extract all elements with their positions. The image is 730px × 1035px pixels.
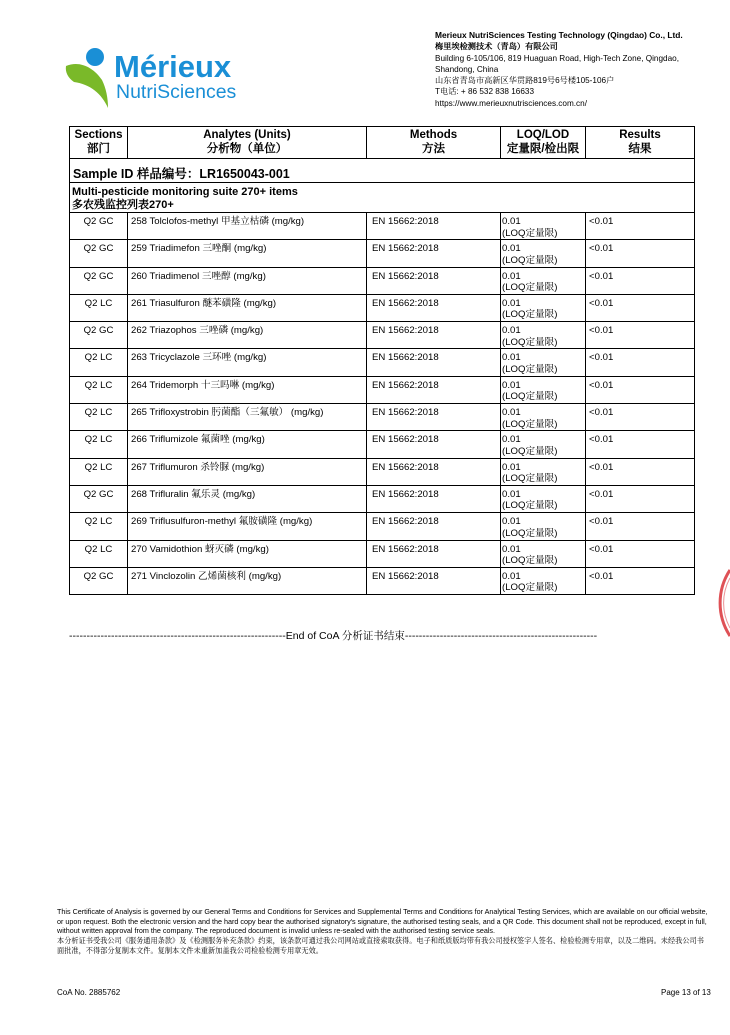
seal-fragment [712, 568, 730, 638]
company-phone: T电话: + 86 532 838 16633 [435, 87, 535, 97]
footer-terms-cn: 本分析证书受我公司《服务通用条款》及《检测服务补充条款》约束，该条款可通过我公司网站或直接索取获得。电子和纸质版均带有我公司授权签字人签名、检验检测专用章，以及二维码。未经我公司书面批准，不得部分复制本文件。复制本文件未重新加盖我公司检验检测专用章无效。 [57, 936, 704, 955]
loq-note: (LOQ定量限) [502, 582, 558, 594]
cell-loq [501, 404, 586, 431]
cell-loq [501, 540, 586, 567]
cell-method: EN 15662:2018 [367, 513, 501, 540]
table-header-row [70, 127, 695, 159]
sample-id: Sample ID 样品编号：LR1650043-001 [70, 159, 695, 183]
cell-result: <0.01 [586, 376, 695, 403]
cell-result: <0.01 [586, 567, 695, 594]
table-row [70, 431, 695, 458]
company-address-cn: 山东省青岛市高新区华贯路819号6号楼105-106户 [435, 76, 615, 86]
loq-note: (LOQ定量限) [502, 473, 558, 485]
header-methods: Methods 方法 [367, 127, 501, 159]
cell-result: <0.01 [586, 322, 695, 349]
table-row [70, 240, 695, 267]
cell-loq [501, 322, 586, 349]
cell-section: Q2 LC [70, 404, 128, 431]
cell-analyte: 264 Tridemorph 十三吗啉 (mg/kg) [128, 376, 367, 403]
loq-note: (LOQ定量限) [502, 336, 558, 348]
cell-section: Q2 LC [70, 349, 128, 376]
cell-loq [501, 567, 586, 594]
company-address-line1: Building 6-105/106, 819 Huaguan Road, High-Tech Zone, Qingdao, [435, 53, 679, 63]
loq-note: (LOQ定量限) [502, 227, 558, 239]
cell-loq [501, 240, 586, 267]
cell-loq [501, 431, 586, 458]
loq-note: (LOQ定量限) [502, 555, 558, 567]
cell-loq [501, 376, 586, 403]
header-analytes: Analytes (Units) 分析物（单位） [128, 127, 367, 159]
table-row [70, 485, 695, 512]
suite-row [70, 183, 695, 213]
table-row [70, 376, 695, 403]
table-row [70, 567, 695, 594]
cell-section: Q2 GC [70, 567, 128, 594]
header-sections: Sections 部门 [70, 127, 128, 159]
sample-id-row [70, 159, 695, 183]
cell-loq [501, 349, 586, 376]
cell-method: EN 15662:2018 [367, 349, 501, 376]
cell-result: <0.01 [586, 240, 695, 267]
logo-leaf-mark [66, 64, 108, 108]
footer-terms [57, 907, 709, 956]
company-address-line2: Shandong, China [435, 64, 499, 74]
loq-value: 0.01 [502, 407, 521, 419]
loq-value: 0.01 [502, 243, 521, 255]
cell-method: EN 15662:2018 [367, 485, 501, 512]
cell-analyte: 261 Triasulfuron 醚苯磺隆 (mg/kg) [128, 294, 367, 321]
loq-note: (LOQ定量限) [502, 445, 558, 457]
cell-analyte: 260 Triadimenol 三唑醇 (mg/kg) [128, 267, 367, 294]
cell-analyte: 269 Triflusulfuron-methyl 氟胺磺隆 (mg/kg) [128, 513, 367, 540]
loq-value: 0.01 [502, 543, 521, 555]
cell-section: Q2 GC [70, 267, 128, 294]
loq-note: (LOQ定量限) [502, 282, 558, 294]
loq-note: (LOQ定量限) [502, 309, 558, 321]
results-table [69, 126, 695, 595]
cell-analyte: 265 Trifloxystrobin 肟菌酯（三氟敏） (mg/kg) [128, 404, 367, 431]
loq-value: 0.01 [502, 325, 521, 337]
cell-analyte: 259 Triadimefon 三唑酮 (mg/kg) [128, 240, 367, 267]
table-row [70, 404, 695, 431]
loq-value: 0.01 [502, 434, 521, 446]
cell-section: Q2 LC [70, 376, 128, 403]
cell-method: EN 15662:2018 [367, 322, 501, 349]
cell-analyte: 258 Tolclofos-methyl 甲基立枯磷 (mg/kg) [128, 213, 367, 240]
cell-analyte: 266 Triflumizole 氟菌唑 (mg/kg) [128, 431, 367, 458]
cell-section: Q2 GC [70, 485, 128, 512]
loq-note: (LOQ定量限) [502, 418, 558, 430]
cell-result: <0.01 [586, 513, 695, 540]
table-row [70, 322, 695, 349]
loq-value: 0.01 [502, 270, 521, 282]
cell-result: <0.01 [586, 267, 695, 294]
cell-method: EN 15662:2018 [367, 567, 501, 594]
company-name-en: Merieux NutriSciences Testing Technology (Qingdao) Co., Ltd. [435, 30, 683, 40]
cell-analyte: 271 Vinclozolin 乙烯菌核利 (mg/kg) [128, 567, 367, 594]
loq-value: 0.01 [502, 352, 521, 364]
cell-method: EN 15662:2018 [367, 458, 501, 485]
cell-method: EN 15662:2018 [367, 376, 501, 403]
cell-section: Q2 GC [70, 213, 128, 240]
cell-section: Q2 LC [70, 431, 128, 458]
cell-method: EN 15662:2018 [367, 240, 501, 267]
logo-wordmark-line1: Mérieux [114, 49, 232, 84]
cell-result: <0.01 [586, 431, 695, 458]
cell-section: Q2 LC [70, 294, 128, 321]
cell-method: EN 15662:2018 [367, 267, 501, 294]
cell-section: Q2 LC [70, 540, 128, 567]
cell-method: EN 15662:2018 [367, 213, 501, 240]
cell-result: <0.01 [586, 458, 695, 485]
table-row [70, 513, 695, 540]
logo-dot-mark [86, 48, 104, 66]
cell-analyte: 262 Triazophos 三唑磷 (mg/kg) [128, 322, 367, 349]
page-number: Page 13 of 13 [661, 988, 711, 997]
cell-section: Q2 GC [70, 322, 128, 349]
loq-value: 0.01 [502, 488, 521, 500]
cell-loq [501, 458, 586, 485]
cell-loq [501, 267, 586, 294]
cell-analyte: 263 Tricyclazole 三环唑 (mg/kg) [128, 349, 367, 376]
cell-loq [501, 485, 586, 512]
cell-section: Q2 LC [70, 458, 128, 485]
header-loq: LOQ/LOD 定量限/检出限 [501, 127, 586, 159]
cell-loq [501, 513, 586, 540]
end-of-coa-line: --------------------------------------------------------------End of CoA 分析证书结束------------------------------------------------------- [69, 630, 598, 642]
cell-method: EN 15662:2018 [367, 540, 501, 567]
table-row [70, 267, 695, 294]
loq-note: (LOQ定量限) [502, 363, 558, 375]
suite-title [70, 183, 695, 213]
cell-result: <0.01 [586, 294, 695, 321]
cell-result: <0.01 [586, 404, 695, 431]
suite-title-cn: 多农残监控列表270+ [72, 198, 174, 211]
cell-result: <0.01 [586, 540, 695, 567]
loq-value: 0.01 [502, 216, 521, 227]
company-address-block [435, 30, 725, 109]
cell-analyte: 267 Triflumuron 杀铃脲 (mg/kg) [128, 458, 367, 485]
cell-result: <0.01 [586, 485, 695, 512]
footer-terms-en: This Certificate of Analysis is governed by our General Terms and Conditions for Services and Supplemental Terms and Conditions for Analytical Testing Services, which are available on our official website, or upon request. Both the electronic version and the hard copy bear the authorised signatory's signature, the authorised testing seals, and a QR Code. This document shall not be reproduced, except in full, without written approval from the company. The reproduced document is invalid unless re-sealed with the authorised testing service seals. [57, 907, 708, 936]
cell-section: Q2 GC [70, 240, 128, 267]
cell-method: EN 15662:2018 [367, 404, 501, 431]
cell-loq [501, 294, 586, 321]
header-results: Results 结果 [586, 127, 695, 159]
table-row [70, 458, 695, 485]
cell-method: EN 15662:2018 [367, 431, 501, 458]
loq-note: (LOQ定量限) [502, 500, 558, 512]
company-logo [64, 42, 254, 108]
loq-value: 0.01 [502, 570, 521, 582]
coa-number: CoA No. 2885762 [57, 988, 121, 997]
cell-section: Q2 LC [70, 513, 128, 540]
cell-analyte: 268 Trifluralin 氟乐灵 (mg/kg) [128, 485, 367, 512]
cell-loq [501, 213, 586, 240]
table-row [70, 540, 695, 567]
cell-analyte: 270 Vamidothion 蚜灭磷 (mg/kg) [128, 540, 367, 567]
loq-value: 0.01 [502, 461, 521, 473]
loq-note: (LOQ定量限) [502, 254, 558, 266]
loq-note: (LOQ定量限) [502, 391, 558, 403]
cell-result: <0.01 [586, 349, 695, 376]
table-row [70, 294, 695, 321]
loq-value: 0.01 [502, 379, 521, 391]
company-website: https://www.merieuxnutrisciences.com.cn/ [435, 98, 587, 108]
table-row [70, 213, 695, 240]
cell-method: EN 15662:2018 [367, 294, 501, 321]
logo-wordmark-line2: NutriSciences [116, 81, 237, 103]
table-row [70, 349, 695, 376]
loq-value: 0.01 [502, 516, 521, 528]
loq-value: 0.01 [502, 297, 521, 309]
loq-note: (LOQ定量限) [502, 527, 558, 539]
cell-result: <0.01 [586, 213, 695, 240]
company-name-cn: 梅里埃检测技术（青岛）有限公司 [435, 42, 558, 52]
suite-title-en: Multi-pesticide monitoring suite 270+ items [72, 186, 298, 198]
